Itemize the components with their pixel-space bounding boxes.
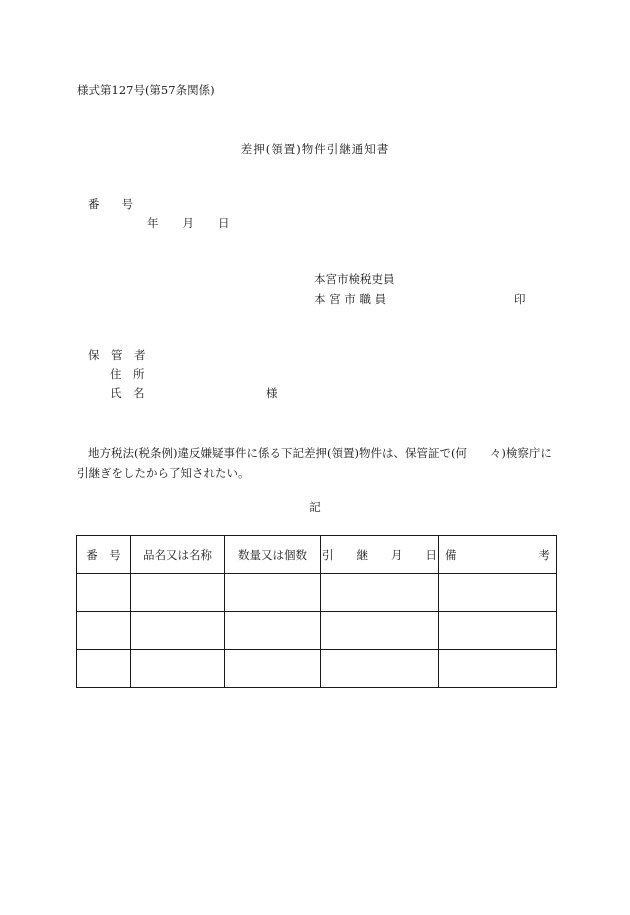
year-label: 年 [147, 216, 159, 230]
issuer-line-1: 本宮市検税吏員 [314, 272, 395, 286]
honorific: 様 [266, 386, 278, 400]
header-quantity: 数量又は個数 [225, 536, 321, 574]
header-transfer-date: 引 継 月 日 [321, 536, 439, 574]
header-remarks [439, 536, 557, 574]
remark-a: 備 [445, 547, 457, 562]
table-cell [131, 612, 225, 650]
table-row [77, 650, 557, 688]
reference-number-label [88, 199, 133, 211]
document-title: 差押(領置)物件引継通知書 [240, 142, 390, 156]
table-cell [131, 574, 225, 612]
body-paragraph: 地方税法(税条例)違反嫌疑事件に係る下記差押(領置)物件は、保管証で(何 々)検察庁に引継ぎをしたから了知されたい。 [77, 446, 552, 480]
table-header-row [77, 536, 557, 574]
table-cell [439, 612, 557, 650]
issuer-line-2: 本 宮 市 職 員 [314, 292, 387, 306]
items-table [76, 535, 557, 688]
number-label-a: 番 [88, 197, 100, 211]
form-number: 様式第127号(第57条関係) [77, 83, 215, 97]
custodian-label: 保 管 者 [88, 348, 146, 362]
table-cell [321, 574, 439, 612]
table-cell [77, 574, 131, 612]
seal-mark: 印 [514, 292, 526, 306]
table-cell [439, 650, 557, 688]
number-label-b: 号 [121, 197, 133, 211]
table-cell [321, 650, 439, 688]
ki-heading: 記 [309, 500, 321, 514]
table-row [77, 612, 557, 650]
table-cell [225, 574, 321, 612]
table-cell [131, 650, 225, 688]
table-cell [225, 650, 321, 688]
month-label: 月 [182, 216, 194, 230]
name-label: 氏 名 [110, 386, 145, 400]
day-label: 日 [218, 216, 230, 230]
remark-b: 考 [538, 547, 550, 562]
table-cell [77, 612, 131, 650]
header-item-name: 品名又は名称 [131, 536, 225, 574]
address-label: 住 所 [110, 367, 145, 381]
header-number: 番 号 [77, 536, 131, 574]
date-line [147, 218, 230, 230]
table-row [77, 574, 557, 612]
table-cell [225, 612, 321, 650]
table-cell [321, 612, 439, 650]
table-cell [77, 650, 131, 688]
table-cell [439, 574, 557, 612]
